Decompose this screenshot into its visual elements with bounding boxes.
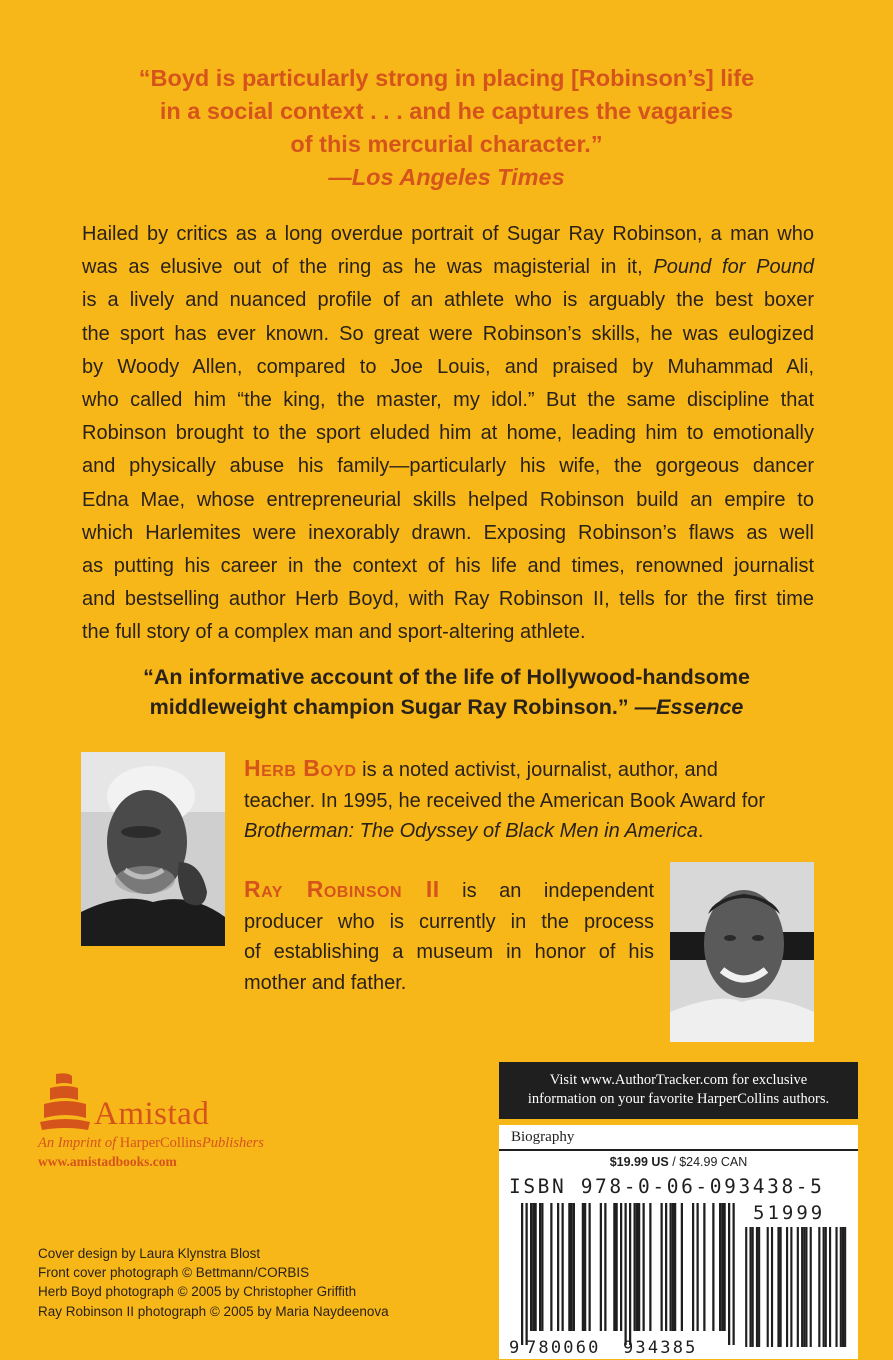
bio-line: Ray Robinson II is an independent [244,876,655,902]
paragraph-line: by Woody Allen, compared to Joe Louis, and praised by Muhammad Ali, [82,355,814,378]
herb-boyd-bio [244,753,818,847]
credit-line: Herb Boyd photograph © 2005 by Christopher Griffith [38,1284,357,1300]
barcode-bar [697,1203,699,1331]
barcode-bar [571,1203,573,1331]
barcode-bar [532,1203,534,1331]
barcode-addon-bar [758,1227,760,1347]
barcode-bar [634,1203,636,1331]
bio-line: Herb Boyd is a noted activist, journalist, author, and [244,755,718,781]
book-title: Brotherman: The Odyssey of Black Men in America [244,820,698,842]
barcode-bar [703,1203,705,1331]
author-tracker-line: Visit www.AuthorTracker.com for exclusive [549,1072,808,1088]
barcode-addon-bar [829,1227,831,1347]
essence-quote [60,662,833,722]
barcode-bar [672,1203,674,1331]
barcode-addon-bar [797,1227,799,1347]
essence-quote-line: “An informative account of the life of Hollywood-handsome [143,665,750,689]
barcode-bar [665,1203,667,1331]
essence-quote-attribution: —Essence [634,695,744,719]
barcode-bar [557,1203,559,1331]
barcode-addon-bar [771,1227,773,1347]
barcode-box [499,1149,858,1359]
price-line: $19.99 US / $24.99 CAN [609,1155,748,1169]
top-quote [60,62,833,194]
author-tracker-box [499,1062,858,1119]
amistad-logo-row [38,1070,338,1132]
barcode-addon-bar [825,1227,827,1347]
publisher-logo [38,1070,338,1170]
barcode-bar [604,1203,606,1331]
barcode-bar [541,1203,543,1331]
category-label: Biography [499,1125,858,1149]
bio-line: of establishing a museum in honor of his [244,941,654,963]
barcode-bar [733,1203,735,1345]
barcode-addon-bar [835,1227,837,1347]
barcode-bar [620,1203,622,1331]
barcode-addon-bar [803,1227,805,1347]
barcode-bar [550,1203,552,1331]
bio-line: teacher. In 1995, he received the American Book Award for [244,789,766,812]
barcode-bar [600,1203,602,1331]
barcode-addon-bar [823,1227,825,1347]
barcode-addon-bar [818,1227,820,1347]
barcode-addon-bar [810,1227,812,1347]
ean-first-digit: 9 [509,1338,520,1358]
top-quote-attribution: —Los Angeles Times [328,164,565,190]
paragraph-line: as putting his career in the context of his life and times, renowned journalist [82,555,814,578]
ship-icon [38,1070,92,1132]
ean-right-digits: 934385 [623,1338,698,1358]
barcode-bar [661,1203,663,1331]
paragraph-line: the full story of a complex man and sport-altering athlete. [82,621,586,644]
publisher-url: www.amistadbooks.com [38,1154,177,1169]
isbn-text: ISBN 978-0-06-093438-5 [509,1175,825,1198]
barcode-bar [721,1203,723,1331]
credits [38,1244,458,1321]
barcode-bar [616,1203,618,1331]
paragraph-line: and physically abuse his family—particularly his wife, the gorgeous dancer [82,455,814,478]
credit-line: Cover design by Laura Klynstra Blost [38,1246,261,1261]
barcode-addon-bar [745,1227,747,1347]
barcode-bar [724,1203,726,1331]
barcode-bar [521,1203,523,1345]
barcode-bar [636,1203,638,1331]
barcode-bar [582,1203,584,1331]
barcode-bar [573,1203,575,1331]
paragraph-line: who called him “the king, the master, my idol.” But the same discipline that [82,389,814,412]
barcode-addon-bar [749,1227,751,1347]
description-paragraph [82,218,814,650]
barcode-addon-bar [756,1227,758,1347]
bio-line: producer who is currently in the process [244,910,654,933]
imprint-line: An Imprint of HarperCollinsPublishers [38,1135,264,1151]
ean-left-digits: 780060 [526,1338,601,1358]
author-name: Ray Robinson II [244,876,440,902]
essence-quote-line: middleweight champion Sugar Ray Robinson.” —Essence [149,695,744,719]
barcode-bar [562,1203,564,1331]
barcode-bar [568,1203,570,1331]
barcode-addon-digits: 51999 [753,1202,826,1224]
ray-robinson-bio [244,874,654,998]
barcode-addon-bar [767,1227,769,1347]
paragraph-line: was as elusive out of the ring as he was magisterial in it, Pound for Pound [82,256,814,279]
barcode-bar [692,1203,694,1331]
paragraph-line: the sport has ever known. So great were Robinson’s skills, he was eulogized [82,322,814,345]
barcode-bar [589,1203,591,1331]
barcode-bar [728,1203,730,1345]
barcode-bar [638,1203,640,1331]
bio-line: Brotherman: The Odyssey of Black Men in America. [244,820,704,842]
barcode-addon-bar [805,1227,807,1347]
paragraph-line: and bestselling author Herb Boyd, with Ray Robinson II, tells for the first time [82,588,814,611]
publisher-name: Amistad [94,1096,210,1132]
barcode-main-bars [521,1203,735,1345]
top-quote-line: of this mercurial character.” [290,131,603,157]
paragraph-line: Edna Mae, whose entrepreneurial skills helped Robinson build an empire to [82,488,814,511]
author-tracker-line: information on your favorite HarperCollins authors. [527,1091,830,1107]
book-title: Pound for Pound [653,256,814,279]
herb-boyd-photo [81,752,225,946]
barcode-addon-bar [777,1227,779,1347]
barcode-addon-bars [745,1227,846,1347]
barcode-panel [499,1062,858,1359]
barcode-addon-bar [752,1227,754,1347]
credit-line: Ray Robinson II photograph © 2005 by Maria Naydeenova [38,1303,389,1319]
paragraph-line: Robinson brought to the sport eluded him at home, leading him to emotionally [82,422,814,445]
top-quote-line: in a social context . . . and he captures the vagaries [159,98,734,124]
barcode-bar [681,1203,683,1331]
barcode-bar [629,1203,631,1345]
bio-line: mother and father. [244,971,407,994]
barcode-bar [643,1203,645,1331]
barcode-bar [539,1203,541,1331]
barcode-addon-bar [842,1227,844,1347]
barcode-bar [530,1203,532,1331]
barcode-bar [670,1203,672,1331]
credit-line: Front cover photograph © Bettmann/CORBIS [38,1265,310,1281]
barcode-bar [613,1203,615,1331]
top-quote-line: “Boyd is particularly strong in placing [Robinson’s] life [138,65,755,91]
barcode-bar [719,1203,721,1331]
barcode-bar [674,1203,676,1331]
barcode-addon-bar [780,1227,782,1347]
ray-robinson-photo [670,862,814,1042]
barcode-addon-bar [790,1227,792,1347]
barcode-bar [625,1203,627,1345]
barcode-addon-bar [844,1227,846,1347]
barcode [499,1151,858,1359]
paragraph-line: which Harlemites were inexorably drawn. Exposing Robinson’s flaws as well [82,521,814,544]
paragraph-line: is a lively and nuanced profile of an athlete who is arguably the best boxer [82,289,814,312]
barcode-bar [535,1203,537,1331]
barcode-bar [526,1203,528,1345]
author-name: Herb Boyd [244,755,357,781]
barcode-addon-bar [840,1227,842,1347]
barcode-bar [649,1203,651,1331]
barcode-addon-bar [801,1227,803,1347]
paragraph-line: Hailed by critics as a long overdue portrait of Sugar Ray Robinson, a man who [82,223,814,245]
barcode-addon-bar [786,1227,788,1347]
barcode-bar [584,1203,586,1331]
barcode-bar [712,1203,714,1331]
